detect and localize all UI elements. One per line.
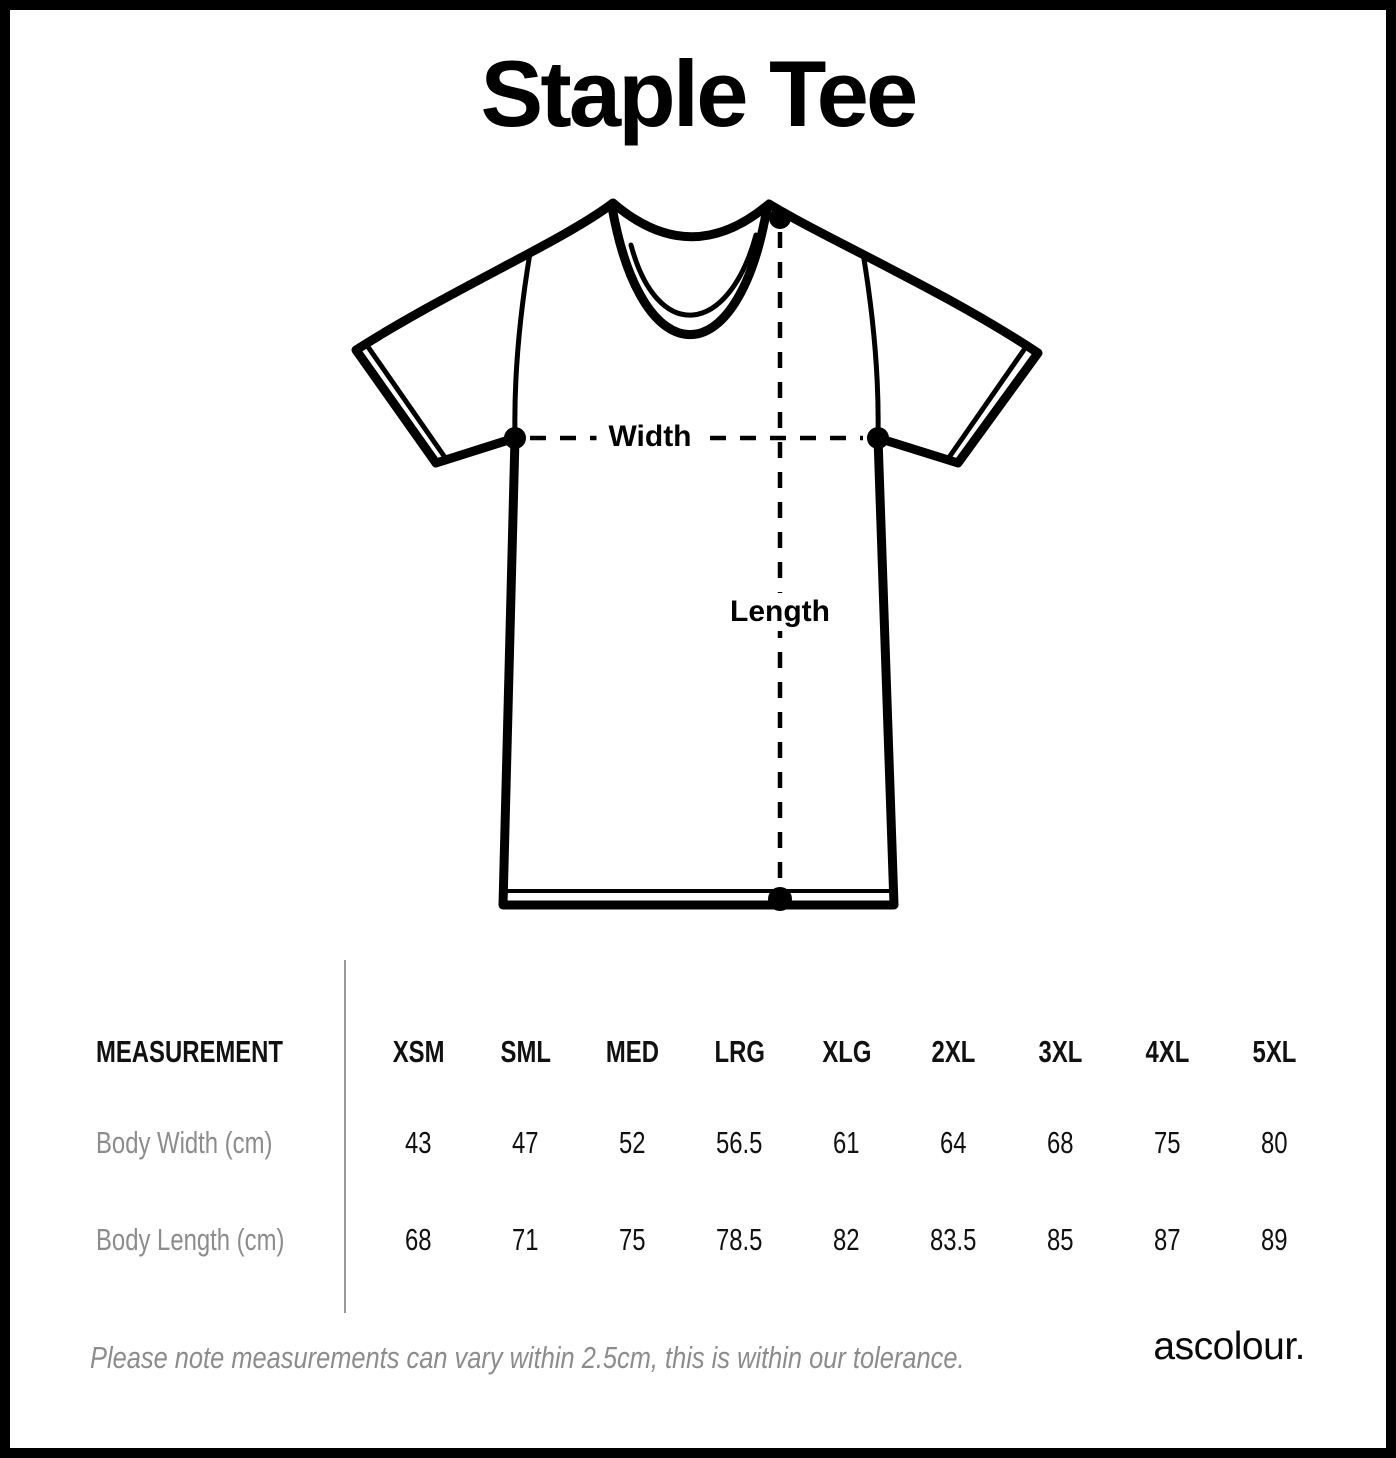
- tshirt-outline: [356, 203, 1038, 905]
- width-label: Width: [596, 418, 703, 456]
- header-sml: SML: [500, 1034, 551, 1069]
- header-3xl: 3XL: [1038, 1034, 1083, 1069]
- body-length-label: Body Length (cm): [96, 1222, 285, 1257]
- header-med: MED: [605, 1034, 660, 1069]
- size-table-header: [10, 1030, 1350, 1074]
- body-length-med: 75: [619, 1222, 646, 1257]
- body-width-4xl: 75: [1154, 1125, 1181, 1160]
- header-5xl: 5XL: [1252, 1034, 1297, 1069]
- body-length-2xl: 83.5: [930, 1222, 977, 1257]
- body-width-sml: 47: [512, 1125, 539, 1160]
- tolerance-note: Please note measurements can vary within 2.5cm, this is within our tolerance.: [90, 1340, 965, 1375]
- page-title: Staple Tee: [480, 41, 916, 146]
- header-2xl: 2XL: [931, 1034, 976, 1069]
- body-width-row: [10, 1121, 1350, 1165]
- body-width-3xl: 68: [1047, 1125, 1074, 1160]
- header-xlg: XLG: [821, 1034, 872, 1069]
- length-label: Length: [718, 593, 842, 631]
- body-length-4xl: 87: [1154, 1222, 1181, 1257]
- body-width-2xl: 64: [940, 1125, 967, 1160]
- measure-point-right-armpit: [867, 427, 889, 449]
- header-lrg: LRG: [714, 1034, 765, 1069]
- measure-point-collar: [769, 207, 791, 229]
- header-4xl: 4XL: [1145, 1034, 1190, 1069]
- tshirt-diagram: [330, 185, 1070, 925]
- body-length-5xl: 89: [1261, 1222, 1288, 1257]
- header-measurement: MEASUREMENT: [96, 1034, 283, 1069]
- measure-point-left-armpit: [504, 427, 526, 449]
- measure-point-hem: [768, 887, 792, 911]
- body-width-lrg: 56.5: [716, 1125, 763, 1160]
- header-xsm: XSM: [392, 1034, 445, 1069]
- ascolour-logo: ascolour.: [1153, 1325, 1305, 1368]
- body-length-xsm: 68: [405, 1222, 432, 1257]
- body-length-row: [10, 1218, 1350, 1262]
- body-width-label: Body Width (cm): [96, 1125, 273, 1160]
- body-width-med: 52: [619, 1125, 646, 1160]
- body-width-5xl: 80: [1261, 1125, 1288, 1160]
- body-length-lrg: 78.5: [716, 1222, 763, 1257]
- body-width-xsm: 43: [405, 1125, 432, 1160]
- body-length-sml: 71: [512, 1222, 539, 1257]
- body-width-xlg: 61: [833, 1125, 860, 1160]
- body-length-3xl: 85: [1047, 1222, 1074, 1257]
- body-length-xlg: 82: [833, 1222, 860, 1257]
